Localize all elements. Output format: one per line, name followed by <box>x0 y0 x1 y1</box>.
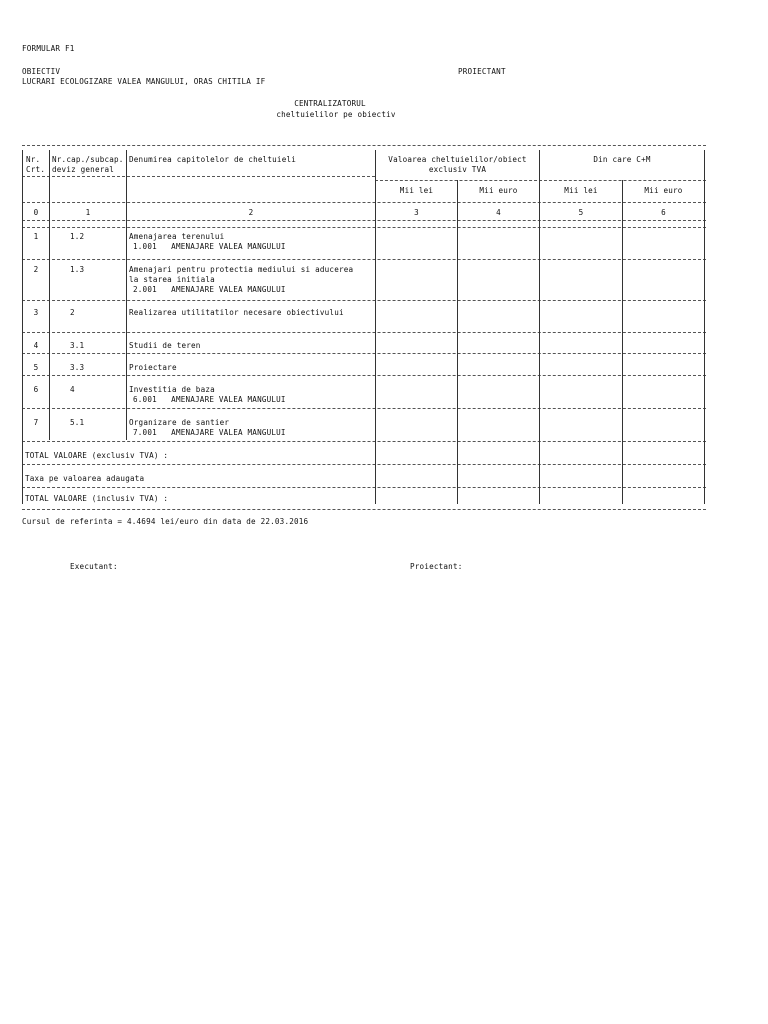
row-denumire: Investitia de baza <box>129 385 215 394</box>
row-denumire: Studii de teren <box>129 341 201 350</box>
row-subdenumire: 2.001 AMENAJARE VALEA MANGULUI <box>133 285 286 294</box>
sub-header-mii-lei: Mii lei <box>399 186 434 195</box>
col-header-nr: Nr. <box>26 155 41 164</box>
table-rule <box>22 408 706 409</box>
sub-header-mii-lei: Mii lei <box>564 186 598 195</box>
row-nr: 3 <box>33 308 39 317</box>
table-rule <box>22 227 706 228</box>
row-cap: 3.3 <box>70 363 85 372</box>
index-cell: 1 <box>85 208 91 217</box>
index-cell: 5 <box>578 208 584 217</box>
row-cap: 4 <box>70 385 75 394</box>
tva-label: Taxa pe valoarea adaugata <box>25 474 145 483</box>
table-rule <box>375 180 706 181</box>
sub-header-mii-euro: Mii euro <box>479 186 518 195</box>
col-header-cm: Din care C+M <box>593 155 651 164</box>
row-subdenumire: 7.001 AMENAJARE VALEA MANGULUI <box>133 428 286 437</box>
row-cap: 2 <box>70 308 75 317</box>
objectiv-label: OBIECTIV <box>22 67 61 76</box>
proiectant-signature-label: Proiectant: <box>410 562 463 571</box>
table-rule <box>22 375 706 376</box>
page-title: CENTRALIZATORUL <box>294 99 366 108</box>
page-subtitle: cheltuielilor pe obiectiv <box>276 110 396 119</box>
row-denumire: Realizarea utilitatilor necesare obiectivului <box>129 308 344 317</box>
table-col-divider <box>49 150 50 440</box>
row-subdenumire: 6.001 AMENAJARE VALEA MANGULUI <box>133 395 286 404</box>
exchange-rate-note: Cursul de referinta = 4.4694 lei/euro din data de 22.03.2016 <box>22 517 309 526</box>
row-cap: 1.2 <box>70 232 85 241</box>
index-cell: 2 <box>248 208 254 217</box>
row-nr: 5 <box>33 363 39 372</box>
table-top-border <box>22 145 706 146</box>
table-rule <box>22 487 706 488</box>
table-col-divider <box>457 180 458 504</box>
table-rule <box>22 464 706 465</box>
row-denumire: Amenajari pentru protectia mediului si aducerea <box>129 265 354 274</box>
form-label: FORMULAR F1 <box>22 44 75 53</box>
objectiv-value: LUCRARI ECOLOGIZARE VALEA MANGULUI, ORAS CHITILA IF <box>22 77 266 86</box>
total-incl-tva-label: TOTAL VALOARE (inclusiv TVA) : <box>25 494 169 503</box>
table-rule <box>22 259 706 260</box>
index-cell: 6 <box>661 208 666 217</box>
executant-label: Executant: <box>70 562 118 571</box>
col-header-exclusiv: exclusiv TVA <box>428 165 487 174</box>
col-header-cap: Nr.cap./subcap. <box>52 155 124 164</box>
col-header-deviz: deviz general <box>52 165 115 174</box>
row-nr: 7 <box>33 418 39 427</box>
table-rule <box>22 202 706 203</box>
row-cap: 5.1 <box>70 418 85 427</box>
row-cap: 3.1 <box>70 341 85 350</box>
table-rule <box>22 353 706 354</box>
row-cap: 1.3 <box>70 265 85 274</box>
col-header-denumire: Denumirea capitolelor de cheltuieli <box>129 155 297 164</box>
proiectant-label: PROIECTANT <box>458 67 506 76</box>
total-excl-tva-label: TOTAL VALOARE (exclusiv TVA) : <box>25 451 169 460</box>
index-cell: 4 <box>496 208 501 217</box>
table-rule <box>22 332 706 333</box>
row-nr: 4 <box>33 341 39 350</box>
table-rule <box>22 300 706 301</box>
table-rule <box>22 441 706 442</box>
row-nr: 2 <box>33 265 39 274</box>
table-col-divider <box>126 150 127 440</box>
row-denumire-cont: la starea initiala <box>129 275 215 284</box>
index-cell: 0 <box>33 208 39 217</box>
row-denumire: Organizare de santier <box>129 418 230 427</box>
col-header-crt: Crt. <box>26 165 46 174</box>
col-header-valoarea: Valoarea cheltuielilor/obiect <box>388 155 527 164</box>
row-subdenumire: 1.001 AMENAJARE VALEA MANGULUI <box>133 242 286 251</box>
row-denumire: Proiectare <box>129 363 177 372</box>
table-bottom-border <box>22 509 706 510</box>
table-rule <box>22 220 706 221</box>
row-nr: 1 <box>33 232 39 241</box>
row-nr: 6 <box>33 385 39 394</box>
index-cell: 3 <box>414 208 419 217</box>
table-rule <box>22 176 375 177</box>
row-denumire: Amenajarea terenului <box>129 232 225 241</box>
table-col-divider <box>704 150 705 504</box>
table-col-divider <box>539 150 540 504</box>
table-col-divider <box>375 150 376 504</box>
table-col-divider <box>622 180 623 504</box>
table-col-divider <box>22 150 23 504</box>
sub-header-mii-euro: Mii euro <box>644 186 683 195</box>
